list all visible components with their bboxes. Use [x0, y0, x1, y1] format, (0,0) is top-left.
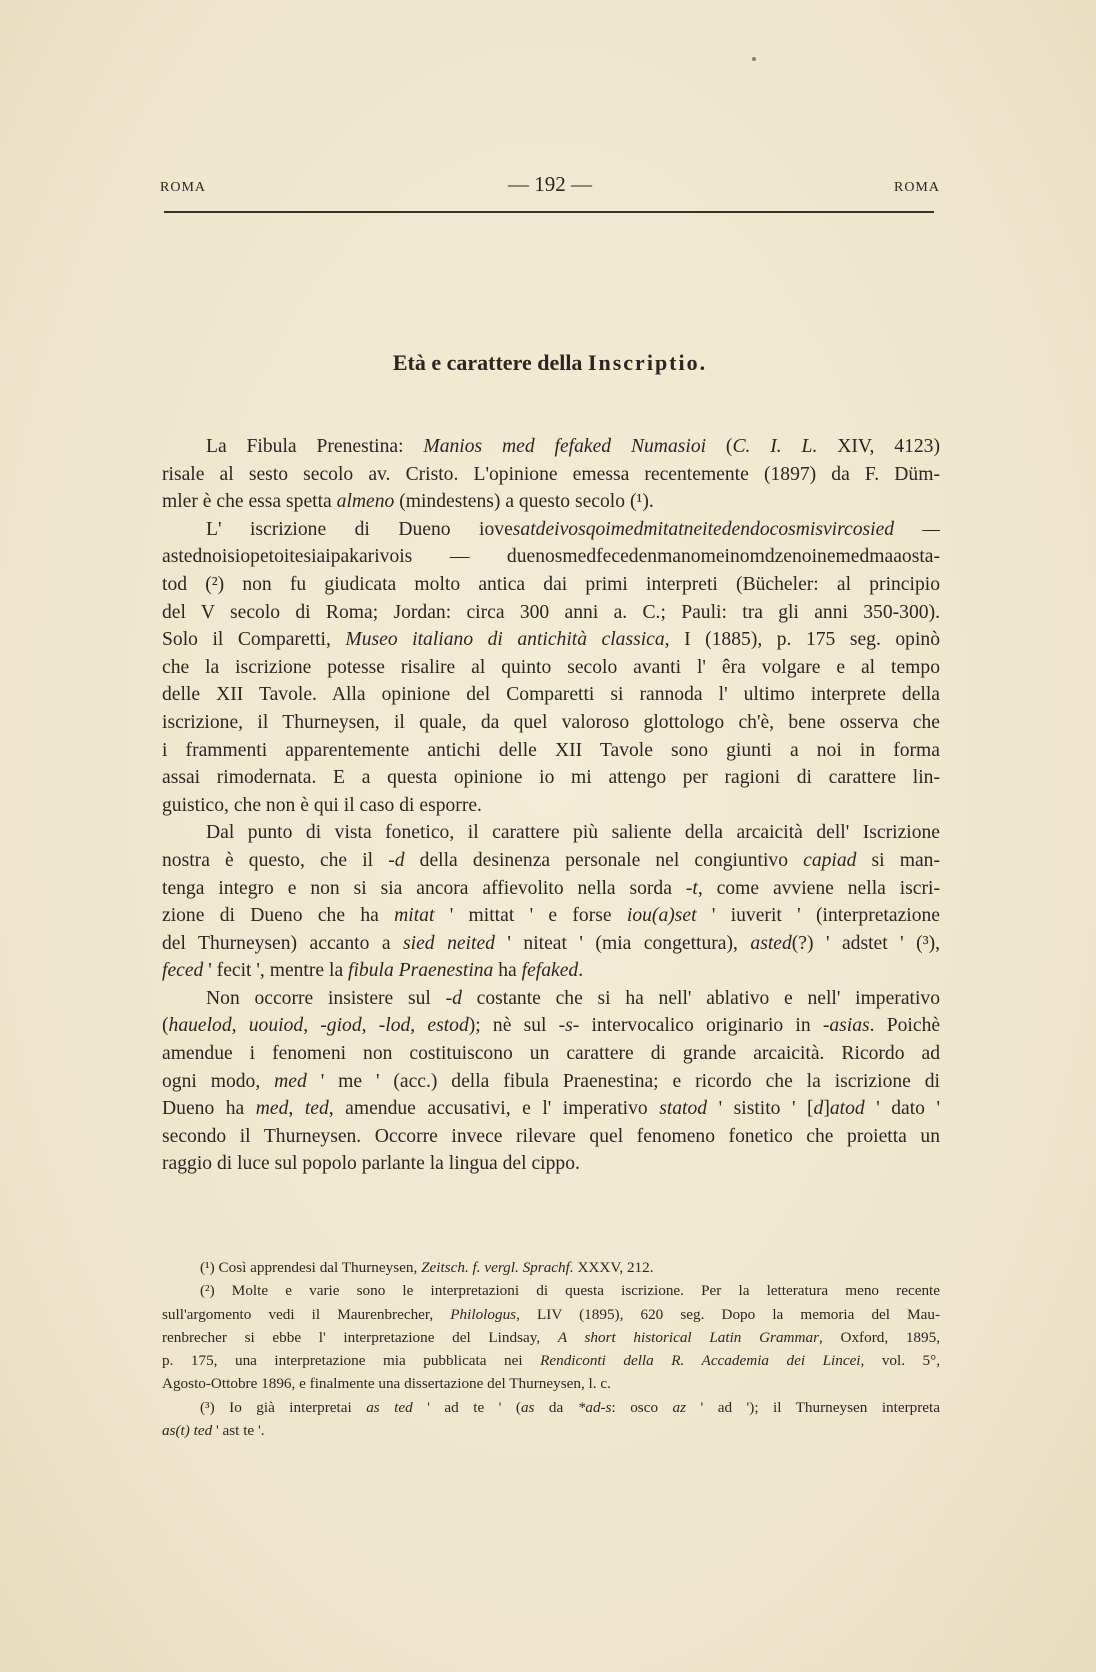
- p1-l3-a: mler è che essa spetta: [162, 491, 337, 513]
- italic-text: -lod: [378, 1015, 411, 1037]
- paragraph-2-line-1: [162, 516, 940, 544]
- text-run: ' mittat ' e forse: [434, 905, 627, 927]
- text-run: ,: [410, 1015, 428, 1037]
- text-run: ,: [231, 1015, 249, 1037]
- text-run: iscrizione, il Thurneysen, il quale, da quel valoroso glottologo ch'è, bene osserva che: [162, 711, 940, 733]
- paragraph-2: [162, 516, 940, 820]
- paragraph-3: [162, 819, 940, 985]
- footnote-2-line-3: [162, 1326, 940, 1349]
- italic-text: mitat: [394, 905, 435, 927]
- page-number: — 192 —: [508, 172, 592, 196]
- text-run: costante che si ha nell' ablativo e nell' imperativo: [461, 987, 941, 1009]
- paragraph-4-line-5: [162, 1095, 940, 1123]
- text-run: della desinenza personale nel congiuntivo: [404, 849, 804, 871]
- paragraph-3-line-1: [162, 819, 940, 847]
- text-run: , I (1885), p. 175 seg. opinò: [664, 629, 941, 651]
- italic-text: med: [255, 1098, 289, 1120]
- text-run: renbrecher si ebbe l' interpretazione del Lindsay,: [162, 1328, 558, 1346]
- p1-l1-e: XIV, 4123): [817, 436, 940, 457]
- italic-text: Museo italiano di antichità classica: [345, 629, 665, 651]
- italic-text: feced: [162, 960, 204, 982]
- paragraph-4-line-6: [162, 1123, 940, 1151]
- section-title-spaced: Inscriptio.: [587, 350, 708, 375]
- paragraph-2-line-6: [162, 654, 940, 682]
- text-run: delle XII Tavole. Alla opinione del Comparetti si rannoda l' ultimo interprete della: [162, 684, 940, 706]
- text-run: ' me ' (acc.) della fibula Praenestina; e ricordo che la iscrizione di: [306, 1070, 940, 1092]
- italic-text: uouiod: [248, 1015, 304, 1037]
- paragraph-2-line-10: [162, 764, 940, 792]
- text-run: (³) Io già interpretai: [200, 1398, 367, 1416]
- text-run: amendue i fenomeni non costituiscono un carattere di grande arcaicità. Ricordo ad: [162, 1043, 940, 1065]
- text-run: .: [578, 960, 584, 982]
- italic-text: -t: [685, 877, 698, 899]
- footnote-2: [162, 1279, 940, 1395]
- p1-line-3: [162, 488, 940, 516]
- text-run: ha: [493, 960, 522, 982]
- section-title: [160, 350, 940, 376]
- italic-text: *ad-s: [577, 1398, 612, 1416]
- text-run: Solo il Comparetti,: [162, 629, 346, 651]
- p1-l1-cil: C. I. L.: [732, 436, 818, 457]
- p1-line-1: [162, 433, 940, 461]
- italic-text: d: [813, 1098, 824, 1120]
- text-run: tenga integro e non si sia ancora affievolito nella sorda: [162, 877, 686, 899]
- body-text: [162, 433, 940, 1178]
- footnote-2-line-2: [162, 1303, 940, 1326]
- text-run: : osco: [611, 1398, 673, 1416]
- text-run: che la iscrizione potesse risalire al quinto secolo avanti l' êra volgare e al tempo: [162, 656, 940, 678]
- text-run: raggio di luce sul popolo parlante la lingua del cippo.: [162, 1153, 580, 1175]
- text-run: secondo il Thurneysen. Occorre invece rilevare quel fenomeno fonetico che proietta un: [162, 1125, 940, 1147]
- p1-line-2: risale al sesto secolo av. Cristo. L'opinione emessa recentemente (1897) da F. Düm-: [162, 463, 940, 485]
- text-run: XXXV, 212.: [573, 1259, 654, 1276]
- paragraph-3-line-6: [162, 957, 940, 985]
- text-run: ,: [303, 1015, 321, 1037]
- running-head-left: ROMA: [160, 180, 207, 195]
- footnote-3: [162, 1396, 940, 1443]
- text-run: astednoisiopetoitesiaipakarivois — duenosmedfecedenmanomeinomdzenoinemedmaaosta-: [162, 546, 940, 568]
- paragraph-2-line-4: [162, 599, 940, 627]
- italic-text: as(t) ted: [162, 1422, 213, 1440]
- text-run: i frammenti apparentemente antichi delle XII Tavole sono giunti a noi in forma: [162, 739, 940, 761]
- p1-l3-italic: almeno: [336, 491, 395, 513]
- paragraph-2-line-11: [162, 792, 940, 820]
- running-head: [160, 172, 940, 197]
- italic-text: med: [274, 1070, 307, 1092]
- text-run: nostra è questo, che il: [162, 849, 389, 871]
- paragraph-3-line-5: [162, 930, 940, 958]
- italic-text: capiad: [803, 849, 857, 871]
- footnote-1-line-1: [162, 1256, 940, 1279]
- paragraph-3-line-3: [162, 875, 940, 903]
- paragraph-3-line-2: [162, 847, 940, 875]
- text-run: , amendue accusativi, e l' imperativo: [328, 1098, 660, 1120]
- paragraph-2-line-8: [162, 709, 940, 737]
- italic-text: as ted: [366, 1398, 413, 1416]
- text-run: , come avviene nella iscri-: [697, 877, 941, 899]
- footnotes: [162, 1256, 940, 1442]
- text-run: ]: [823, 1098, 830, 1120]
- text-run: guistico, che non è qui il caso di esporre.: [162, 794, 482, 816]
- footnote-2-line-4: [162, 1349, 940, 1372]
- text-run: intervocalico originario in: [579, 1015, 823, 1037]
- paragraph-2-line-5: [162, 626, 940, 654]
- paragraph-2-line-7: [162, 681, 940, 709]
- paragraph-4-line-2: [162, 1012, 940, 1040]
- text-run: sull'argomento vedi il Maurenbrecher,: [162, 1305, 451, 1323]
- running-head-right: ROMA: [893, 180, 940, 195]
- footnote-1: [162, 1256, 940, 1279]
- footnote-2-line-1: [162, 1279, 940, 1302]
- italic-text: satdeivosqoimedmitatneitedendocosmisvircosied —: [512, 518, 940, 540]
- paragraph-4: [162, 985, 940, 1178]
- italic-text: Zeitsch. f. vergl. Sprachf.: [421, 1259, 574, 1276]
- text-run: ,: [361, 1015, 379, 1037]
- paragraph-3-line-4: [162, 902, 940, 930]
- italic-text: fibula Praenestina: [348, 960, 494, 982]
- text-run: Dal punto di vista fonetico, il carattere più saliente della arcaicità dell' Iscrizione: [206, 822, 940, 844]
- italic-text: -d: [388, 849, 405, 871]
- italic-text: -giod: [320, 1015, 362, 1037]
- italic-text: sied neited: [403, 932, 495, 954]
- text-run: ' ad '); il Thurneysen interpreta: [686, 1398, 941, 1416]
- text-run: ' ad te ' (: [412, 1398, 521, 1416]
- text-run: da: [534, 1398, 578, 1416]
- text-run: ogni modo,: [162, 1070, 275, 1092]
- text-run: , Oxford, 1895,: [819, 1328, 940, 1346]
- text-run: si man-: [856, 849, 940, 871]
- text-run: (: [162, 1015, 169, 1037]
- italic-text: atod: [829, 1098, 865, 1120]
- paragraph-2-line-9: [162, 737, 940, 765]
- paragraph-1: [162, 433, 940, 516]
- text-run: Dueno ha: [162, 1098, 256, 1120]
- paragraph-2-line-3: [162, 571, 940, 599]
- italic-text: hauelod: [168, 1015, 232, 1037]
- paragraph-4-line-3: [162, 1040, 940, 1068]
- italic-text: iou(a)set: [626, 905, 697, 927]
- italic-text: asted: [750, 932, 792, 954]
- text-run: ' dato ': [864, 1098, 941, 1120]
- text-run: , vol. 5°,: [860, 1352, 940, 1370]
- text-run: (²) Molte e varie sono le interpretazioni di questa iscrizione. Per la letteratura meno recente: [200, 1282, 940, 1300]
- italic-text: -d: [445, 987, 462, 1009]
- text-run: . Poichè: [869, 1015, 941, 1037]
- text-run: (¹) Così apprendesi dal Thurneysen,: [200, 1259, 422, 1276]
- text-run: ' sistito ' [: [707, 1098, 814, 1120]
- text-run: ' fecit ', mentre la: [203, 960, 349, 982]
- italic-text: Rendiconti della R. Accademia dei Lincei: [540, 1352, 861, 1370]
- text-run: (?) ' adstet ' (³),: [791, 932, 940, 954]
- text-run: , LIV (1895), 620 seg. Dopo la memoria del Mau-: [516, 1305, 941, 1323]
- paragraph-2-line-2: [162, 543, 940, 571]
- text-run: zione di Dueno che ha: [162, 905, 395, 927]
- italic-text: -asias: [822, 1015, 870, 1037]
- italic-text: Philologus: [450, 1305, 517, 1323]
- italic-text: as: [520, 1398, 535, 1416]
- paragraph-4-line-4: [162, 1068, 940, 1096]
- p1-l1-italic: Manios med fefaked Numasioi: [423, 436, 707, 457]
- text-run: ,: [288, 1098, 305, 1120]
- paper-speck: [752, 57, 756, 61]
- text-run: ' niteat ' (mia congettura),: [494, 932, 751, 954]
- text-run: del V secolo di Roma; Jordan: circa 300 anni a. C.; Pauli: tra gli anni 350-300).: [162, 601, 940, 623]
- text-run: Agosto-Ottobre 1896, e finalmente una dissertazione del Thurneysen, l. c.: [162, 1375, 611, 1393]
- italic-text: statod: [659, 1098, 708, 1120]
- italic-text: az: [672, 1398, 687, 1416]
- text-run: L' iscrizione di Dueno iove: [206, 518, 513, 540]
- footnote-3-line-2: [162, 1419, 940, 1442]
- italic-text: fefaked: [521, 960, 579, 982]
- italic-text: -s-: [558, 1015, 580, 1037]
- footnote-3-line-1: [162, 1396, 940, 1419]
- italic-text: ted: [304, 1098, 329, 1120]
- italic-text: estod: [427, 1015, 469, 1037]
- text-run: del Thurneysen) accanto a: [162, 932, 404, 954]
- footnote-2-line-5: [162, 1372, 940, 1395]
- text-run: Non occorre insistere sul: [206, 987, 446, 1009]
- text-run: tod (²) non fu giudicata molto antica dai primi interpreti (Bücheler: al principio: [162, 573, 940, 595]
- paragraph-4-line-7: [162, 1150, 940, 1178]
- header-rule: [164, 211, 934, 213]
- italic-text: A short historical Latin Grammar: [557, 1328, 819, 1346]
- text-run: ' iuverit ' (interpretazione: [696, 905, 940, 927]
- p1-l1-a: La Fibula Prenestina:: [206, 436, 424, 457]
- p1-l1-c: (: [706, 436, 733, 457]
- text-run: p. 175, una interpretazione mia pubblicata nei: [162, 1352, 541, 1370]
- text-run: assai rimodernata. E a questa opinione io mi attengo per ragioni di carattere lin-: [162, 767, 940, 789]
- section-title-main: Età e carattere della: [392, 350, 583, 375]
- text-run: ); nè sul: [468, 1015, 559, 1037]
- paragraph-4-line-1: [162, 985, 940, 1013]
- text-run: ' ast te '.: [212, 1422, 265, 1440]
- p1-l3-c: (mindestens) a questo secolo (¹).: [394, 491, 654, 513]
